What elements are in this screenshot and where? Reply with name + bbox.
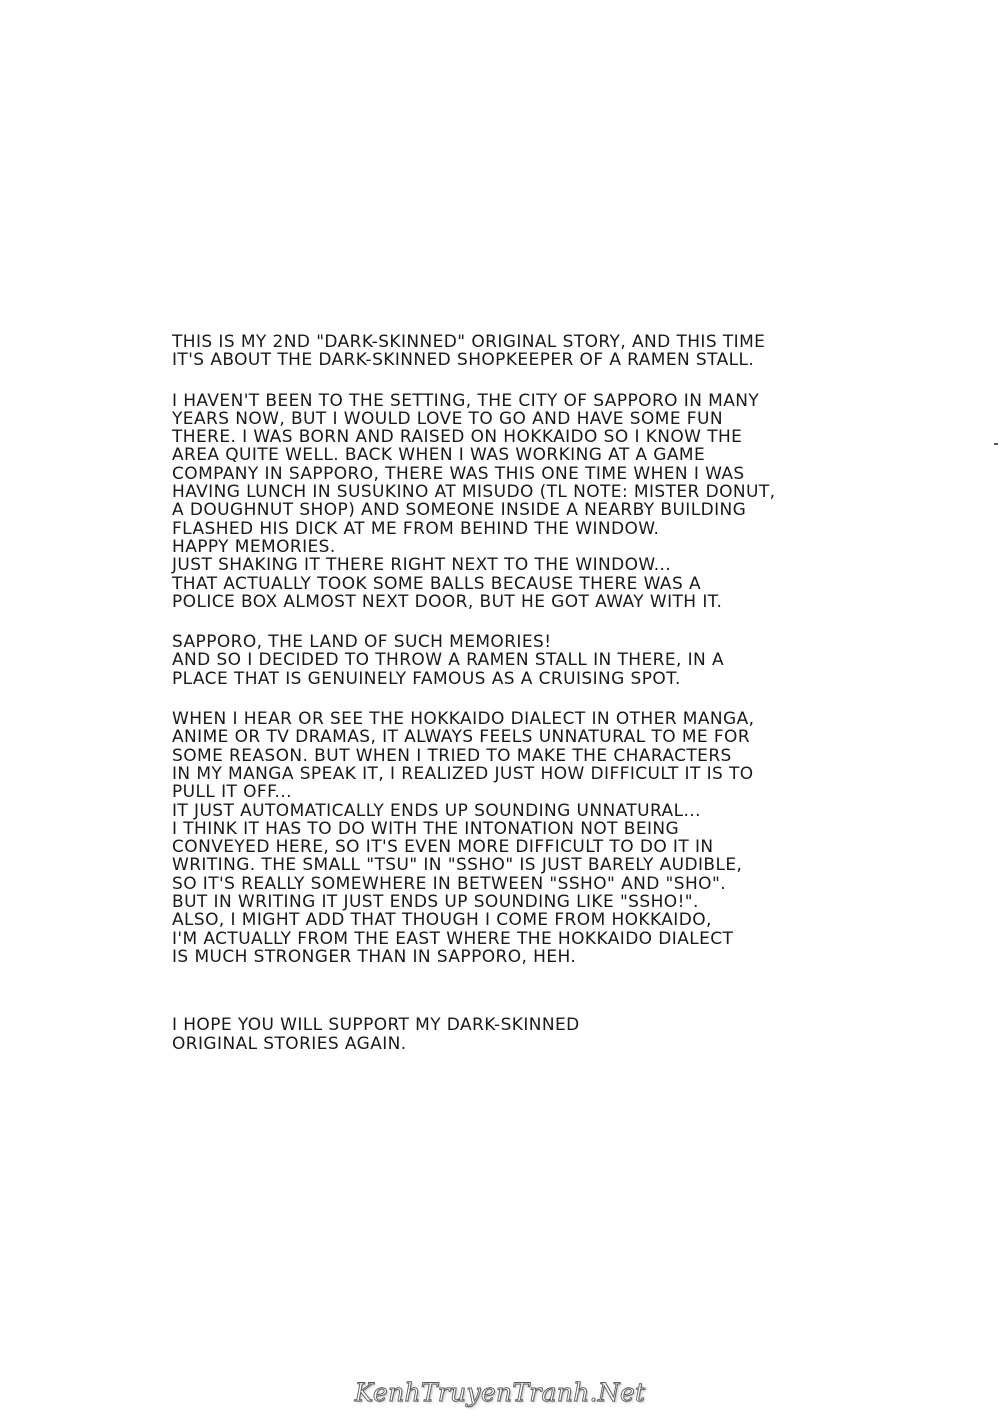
text-line: IT'S ABOUT THE DARK-SKINNED SHOPKEEPER OF A RAMEN STALL. [172,350,755,370]
paragraph-ramen-stall [172,633,872,688]
text-line: AND SO I DECIDED TO THROW A RAMEN STALL IN THERE, IN A [172,650,725,670]
text-line: THERE. I WAS BORN AND RAISED ON HOKKAIDO SO I KNOW THE [172,427,743,447]
paragraph-intro [172,333,872,370]
text-line: CONVEYED HERE, SO IT'S EVEN MORE DIFFICULT TO DO IT IN [172,837,714,857]
watermark: KenhTruyenTranh.Net [354,1378,646,1407]
text-line: IT JUST AUTOMATICALLY ENDS UP SOUNDING UNNATURAL... [172,800,701,820]
paragraph-dialect [172,710,872,966]
text-line: HAPPY MEMORIES. [172,536,336,556]
text-line: JUST SHAKING IT THERE RIGHT NEXT TO THE WINDOW... [172,555,672,575]
afterword-text [172,333,872,1075]
text-line: A DOUGHNUT SHOP) AND SOMEONE INSIDE A NEARBY BUILDING [172,500,747,520]
text-line: BUT IN WRITING IT JUST ENDS UP SOUNDING LIKE "SSHO!". [172,892,699,912]
paragraph-closing [172,1016,872,1053]
text-line: ANIME OR TV DRAMAS, IT ALWAYS FEELS UNNATURAL TO ME FOR [172,727,751,747]
text-line: YEARS NOW, BUT I WOULD LOVE TO GO AND HAVE SOME FUN [172,408,723,428]
text-line: ORIGINAL STORIES AGAIN. [172,1033,407,1053]
text-line: PLACE THAT IS GENUINELY FAMOUS AS A CRUISING SPOT. [172,668,681,688]
paragraph-sapporo-story [172,392,872,612]
text-line: THIS IS MY 2ND "DARK-SKINNED" ORIGINAL STORY, AND THIS TIME [172,332,766,351]
text-line: IN MY MANGA SPEAK IT, I REALIZED JUST HOW DIFFICULT IT IS TO [172,763,754,783]
text-line: ALSO, I MIGHT ADD THAT THOUGH I COME FROM HOKKAIDO, [172,910,712,930]
text-line: I'M ACTUALLY FROM THE EAST WHERE THE HOKKAIDO DIALECT [172,928,734,948]
page-edge-mark [994,443,998,445]
text-line: WHEN I HEAR OR SEE THE HOKKAIDO DIALECT IN OTHER MANGA, [172,709,755,729]
text-line: POLICE BOX ALMOST NEXT DOOR, BUT HE GOT AWAY WITH IT. [172,591,723,611]
text-line: SAPPORO, THE LAND OF SUCH MEMORIES! [172,632,552,652]
text-line: I THINK IT HAS TO DO WITH THE INTONATION NOT BEING [172,818,680,838]
text-line: THAT ACTUALLY TOOK SOME BALLS BECAUSE THERE WAS A [172,573,702,593]
text-line: I HAVEN'T BEEN TO THE SETTING, THE CITY OF SAPPORO IN MANY [172,390,760,410]
text-line: SOME REASON. BUT WHEN I TRIED TO MAKE THE CHARACTERS [172,745,732,765]
text-line: SO IT'S REALLY SOMEWHERE IN BETWEEN "SSHO" AND "SHO". [172,873,727,893]
text-line: PULL IT OFF... [172,782,292,802]
text-line: WRITING. THE SMALL "TSU" IN "SSHO" IS JUST BARELY AUDIBLE, [172,855,743,875]
text-line: HAVING LUNCH IN SUSUKINO AT MISUDO (TL NOTE: MISTER DONUT, [172,482,776,502]
text-line: AREA QUITE WELL. BACK WHEN I WAS WORKING AT A GAME [172,445,706,465]
text-line: IS MUCH STRONGER THAN IN SAPPORO, HEH. [172,946,577,966]
text-line: FLASHED HIS DICK AT ME FROM BEHIND THE WINDOW. [172,518,660,538]
text-line: COMPANY IN SAPPORO, THERE WAS THIS ONE TIME WHEN I WAS [172,463,745,483]
text-line: I HOPE YOU WILL SUPPORT MY DARK-SKINNED [172,1015,580,1035]
